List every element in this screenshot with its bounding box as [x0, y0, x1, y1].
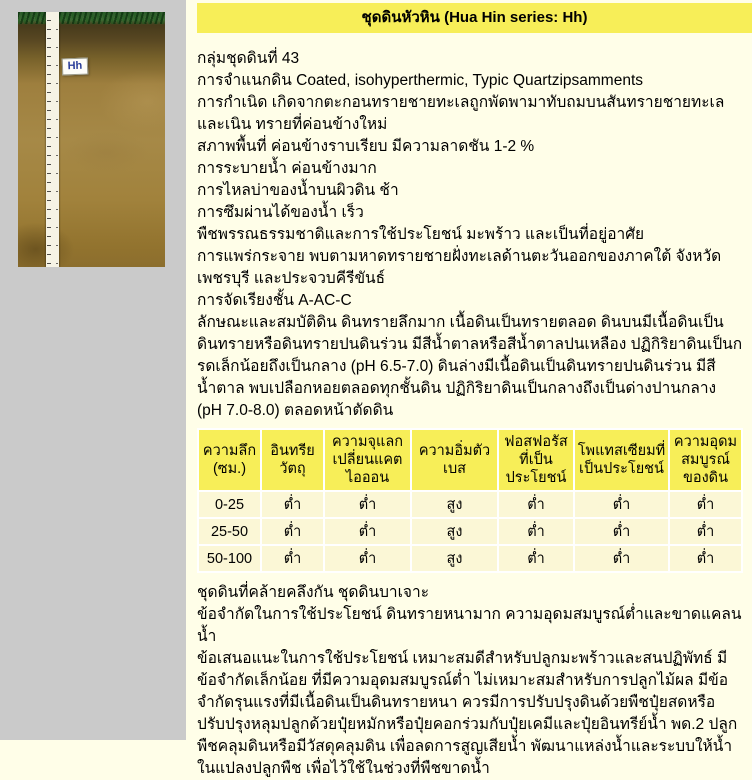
cell-value: สูง: [411, 518, 498, 545]
page-title: ชุดดินหัวหิน (Hua Hin series: Hh): [197, 3, 752, 33]
cell-value: ต่ำ: [498, 518, 574, 545]
table-header-row: [198, 429, 742, 491]
col-header-available-potassium: โพแทสเซียมที่เป็นประโยชน์: [574, 429, 669, 491]
note-recommendations: ข้อเสนอแนะในการใช้ประโยชน์ เหมาะสมดีสำหรับปลูกมะพร้าวและสนปฏิพัทธ์ มีข้อจำกัดเล็กน้อย ที่มีความอุดมสมบูรณ์ต่ำ ไม่เหมาะสมสำหรับการปลูกไม้ผล มีข้อจำกัดรุนแรงที่มีเนื้อดินเป็นดินทรายหนา ควรมีการปรับปรุงดินด้วยพืชปุ๋ยสดหรือปรับปรุงหลุมปลูกด้วยปุ๋ยหมักหรือปุ๋ยคอกร่วมกับปุ๋ยเคมีและปุ๋ยอินทรีย์น้ำ พด.2 ปลูกพืชคลุมดินหรือมีวัสดุคลุมดิน เพื่อลดการสูญเสียน้ำ พัฒนาแหล่งน้ำและระบบให้น้ำในแปลงปลูกพืช เพื่อไว้ใช้ในช่วงที่พืชขาดน้ำ: [197, 650, 738, 777]
usage-notes: [197, 582, 744, 780]
description-line: การไหลบ่าของน้ำบนผิวดิน ช้า: [197, 182, 399, 199]
soil-series-label: Hh: [62, 58, 89, 76]
cell-value: ต่ำ: [574, 545, 669, 572]
cell-value: ต่ำ: [324, 545, 411, 572]
cell-value: สูง: [411, 491, 498, 518]
cell-depth: 50-100: [198, 545, 261, 572]
table-row: [198, 518, 742, 545]
description-line: การกำเนิด เกิดจากตะกอนทรายชายทะเลถูกพัดพามาทับถมบนสันทรายชายทะเลและเนิน ทรายที่ค่อนข้างใหม่: [197, 94, 725, 133]
cell-value: ต่ำ: [498, 491, 574, 518]
main-content: [186, 0, 752, 777]
col-header-base-saturation: ความอิ่มตัวเบส: [411, 429, 498, 491]
soil-profile-photo: [18, 12, 165, 267]
cell-value: ต่ำ: [574, 518, 669, 545]
cell-value: สูง: [411, 545, 498, 572]
cell-value: ต่ำ: [574, 491, 669, 518]
description-line: สภาพพื้นที่ ค่อนข้างราบเรียบ มีความลาดชัน 1-2 %: [197, 138, 535, 155]
cell-value: ต่ำ: [669, 518, 742, 545]
cell-value: ต่ำ: [261, 545, 324, 572]
soil-properties-table: [197, 428, 743, 573]
cell-depth: 0-25: [198, 491, 261, 518]
grass-layer: [18, 12, 165, 24]
cell-value: ต่ำ: [669, 545, 742, 572]
description-line: การซึมผ่านได้ของน้ำ เร็ว: [197, 204, 364, 221]
cell-value: ต่ำ: [261, 518, 324, 545]
left-gray-panel: [0, 0, 186, 740]
note-similar-soils: ชุดดินที่คล้ายคลึงกัน ชุดดินบาเจาะ: [197, 584, 430, 601]
col-header-organic-matter: อินทรียวัตถุ: [261, 429, 324, 491]
cell-value: ต่ำ: [498, 545, 574, 572]
cell-value: ต่ำ: [261, 491, 324, 518]
cell-value: ต่ำ: [324, 491, 411, 518]
col-header-soil-fertility: ความอุดมสมบูรณ์ของดิน: [669, 429, 742, 491]
measuring-tape: [46, 12, 59, 267]
table-row: [198, 545, 742, 572]
soil-description: [197, 48, 744, 422]
cell-value: ต่ำ: [669, 491, 742, 518]
cell-value: ต่ำ: [324, 518, 411, 545]
description-line: พืชพรรณธรรมชาติและการใช้ประโยชน์ มะพร้าว และเป็นที่อยู่อาศัย: [197, 226, 645, 243]
col-header-available-phosphorus: ฟอสฟอรัสที่เป็นประโยชน์: [498, 429, 574, 491]
description-line: การจำแนกดิน Coated, isohyperthermic, Typic Quartzipsamments: [197, 72, 644, 89]
table-row: [198, 491, 742, 518]
description-line: ลักษณะและสมบัติดิน ดินทรายลึกมาก เนื้อดินเป็นทรายตลอด ดินบนมีเนื้อดินเป็นดินทรายหรือดินทรายปนดินร่วน มีสีน้ำตาลหรือสีน้ำตาลปนเหลือง ปฏิกิริยาดินเป็นกรดเล็กน้อยถึงเป็นกลาง (pH 6.5-7.0) ดินล่างมีเนื้อดินเป็นดินทรายปนดินร่วน มีสีน้ำตาล พบเปลือกหอยตลอดทุกชั้นดิน ปฏิกิริยาดินเป็นกลางถึงเป็นด่างปานกลาง (pH 7.0-8.0) ตลอดหน้าตัดดิน: [197, 314, 743, 419]
col-header-cec: ความจุแลกเปลี่ยนแคตไอออน: [324, 429, 411, 491]
description-line: การระบายน้ำ ค่อนข้างมาก: [197, 160, 377, 177]
cell-depth: 25-50: [198, 518, 261, 545]
description-line: การจัดเรียงชั้น A-AC-C: [197, 292, 352, 309]
description-line: กลุ่มชุดดินที่ 43: [197, 50, 300, 67]
description-line: การแพร่กระจาย พบตามหาดทรายชายฝั่งทะเลด้านตะวันออกของภาคใต้ จังหวัดเพชรบุรี และประจวบคีรีขันธ์: [197, 248, 722, 287]
note-limitations: ข้อจำกัดในการใช้ประโยชน์ ดินทรายหนามาก ความอุดมสมบูรณ์ต่ำและขาดแคลนน้ำ: [197, 606, 742, 645]
col-header-depth: ความลึก (ซม.): [198, 429, 261, 491]
